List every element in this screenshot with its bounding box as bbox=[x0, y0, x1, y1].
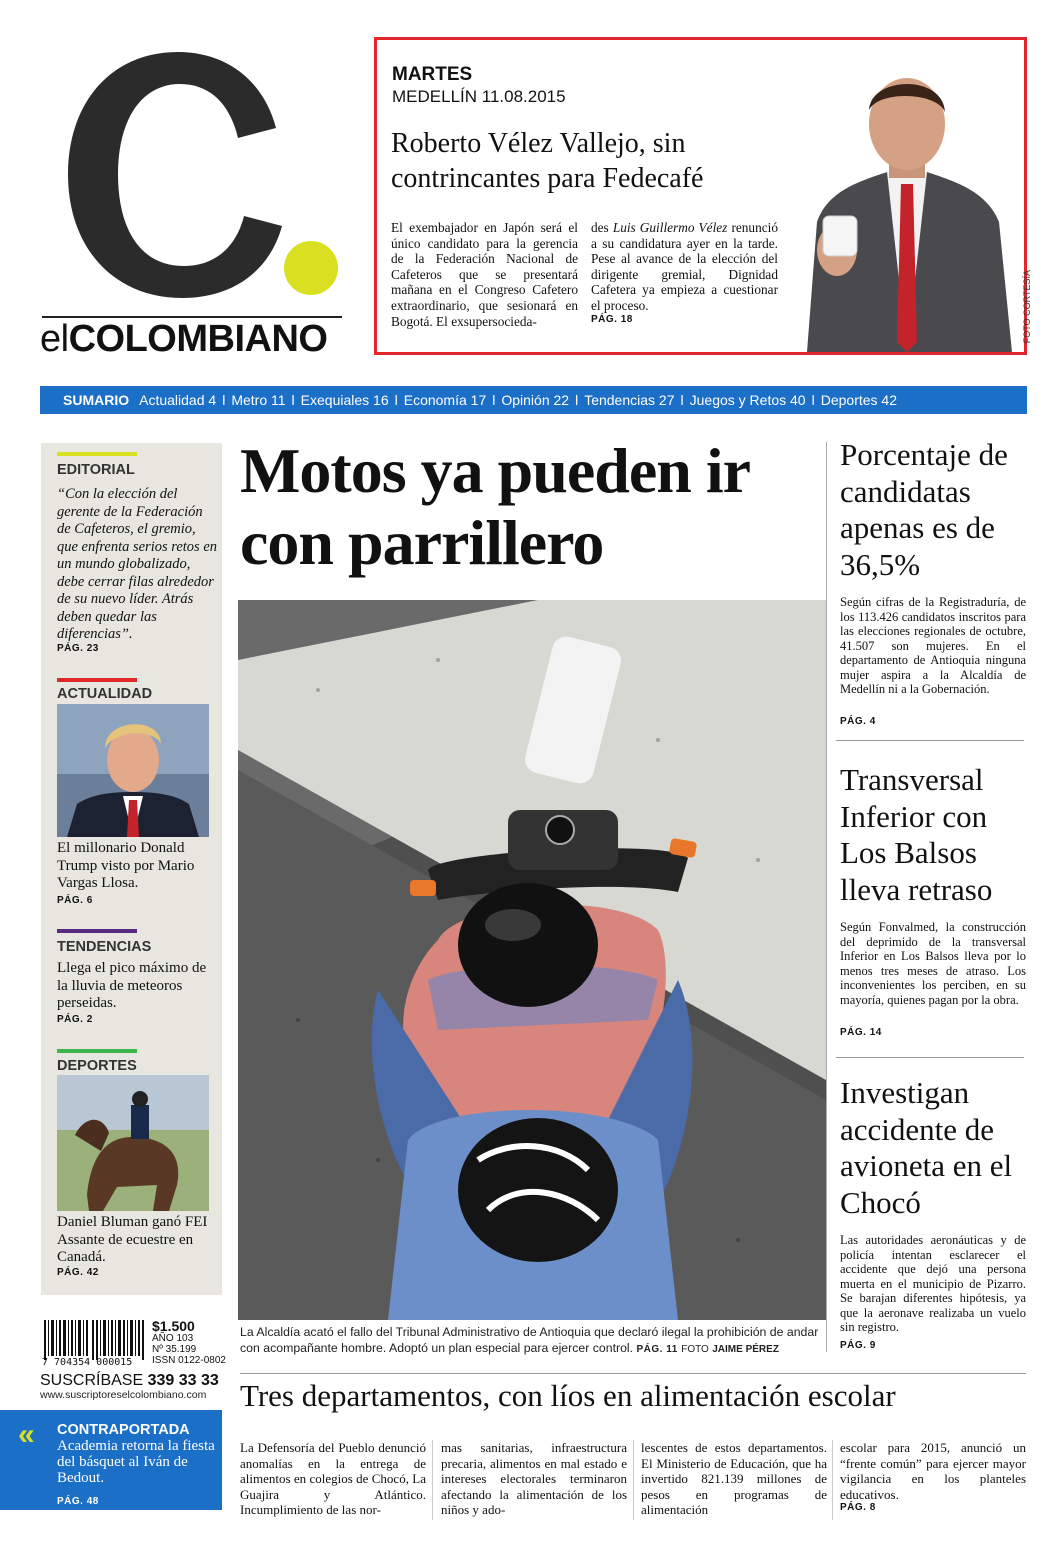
main-headline[interactable]: Motos ya pueden ir con parrillero bbox=[240, 435, 749, 578]
tendencias-title: TENDENCIAS bbox=[57, 939, 152, 955]
column-divider bbox=[832, 1440, 833, 1520]
column-divider bbox=[432, 1440, 433, 1520]
caption-credit-label: FOTO bbox=[681, 1344, 709, 1355]
sumario-separator: l bbox=[492, 392, 496, 408]
sumario-separator: l bbox=[575, 392, 579, 408]
right-rule bbox=[836, 1057, 1024, 1058]
barcode bbox=[42, 1320, 147, 1360]
masthead-prefix: el bbox=[40, 318, 69, 360]
sumario-item[interactable]: Economía 17 bbox=[403, 392, 487, 408]
logo-dot bbox=[284, 241, 338, 295]
caption-credit-name: JAIME PÉREZ bbox=[712, 1344, 779, 1355]
masthead-main: COLOMBIANO bbox=[68, 318, 328, 360]
right-story-3-text: Las autoridades aeronáuticas y de policía intentan esclarecer el accidente que dejó una persona muerta en el municipio de Pizarro. Se barajan diferentes hipótesis, ya que la aeronave realizaba un vuelo sin registro. bbox=[840, 1233, 1026, 1334]
top-story-box[interactable] bbox=[374, 37, 1027, 355]
tendencias-text[interactable]: Llega el pico máximo de la lluvia de meteoros perseidas. bbox=[57, 960, 207, 1011]
subscribe-label: SUSCRÍBASE bbox=[40, 1372, 144, 1389]
caption-page[interactable]: PÁG. 11 bbox=[636, 1344, 678, 1355]
deportes-text[interactable]: Daniel Bluman ganó FEI Assante de ecuestre en Canadá. bbox=[57, 1214, 208, 1265]
left-sidebar bbox=[41, 443, 222, 1295]
sumario-separator: l bbox=[222, 392, 226, 408]
issue-number: Nº 35.199 bbox=[152, 1344, 197, 1355]
right-story-3-headline[interactable]: Investigan accidente de avioneta en el Chocó bbox=[840, 1075, 1013, 1220]
photo-credit: FOTO CORTESÍA bbox=[1022, 270, 1032, 344]
deportes-page[interactable]: PÁG. 42 bbox=[57, 1267, 99, 1278]
actualidad-page[interactable]: PÁG. 6 bbox=[57, 895, 93, 906]
column-divider bbox=[633, 1440, 634, 1520]
sumario-separator: l bbox=[680, 392, 684, 408]
sumario-item[interactable]: Exequiales 16 bbox=[300, 392, 389, 408]
editorial-title: EDITORIAL bbox=[57, 462, 135, 478]
right-column-divider bbox=[826, 442, 827, 1352]
sumario-separator: l bbox=[291, 392, 295, 408]
sumario-item[interactable]: Metro 11 bbox=[231, 392, 286, 408]
top-story-page[interactable]: PÁG. 18 bbox=[591, 314, 633, 325]
deportes-bar bbox=[57, 1049, 137, 1053]
bottom-col-4: escolar para 2015, anunció un “frente común” para ejercer mayor vigilancia en los planteles educativos. bbox=[840, 1440, 1026, 1502]
main-caption bbox=[240, 1324, 826, 1358]
masthead-title[interactable] bbox=[40, 318, 327, 361]
actualidad-bar bbox=[57, 678, 137, 682]
issue-meta bbox=[152, 1333, 226, 1366]
issue-year: AÑO 103 bbox=[152, 1333, 194, 1344]
sumario-separator: l bbox=[394, 392, 398, 408]
sumario-item[interactable]: Opinión 22 bbox=[501, 392, 570, 408]
actualidad-photo[interactable] bbox=[57, 704, 209, 837]
right-story-1-headline[interactable]: Porcentaje de candidatas apenas es de 36,5% bbox=[840, 437, 1008, 582]
sumario-separator: l bbox=[811, 392, 815, 408]
right-story-2-text: Según Fonvalmed, la construcción del deprimido de la transversal Inferior en Los Balsos lleva por lo menos tres meses de atraso. Los inconvenientes los perciben, en su mayoría, quienes pagan por la obra. bbox=[840, 920, 1026, 1007]
right-story-3-page[interactable]: PÁG. 9 bbox=[840, 1340, 876, 1351]
price: $1.500 bbox=[152, 1318, 195, 1334]
top-story-col1: El exembajador en Japón será el único candidato para la gerencia de la Federación Nacional de Cafeteros que se presentará mañana en el Congreso Cafetero extraordinario, que sesionará en Bogotá. El exsupersocieda- bbox=[391, 220, 578, 329]
contraportada-page[interactable]: PÁG. 48 bbox=[57, 1496, 99, 1507]
sumario-item[interactable]: Tendencias 27 bbox=[584, 392, 675, 408]
right-rule bbox=[836, 740, 1024, 741]
top-story-photo bbox=[787, 52, 1025, 352]
editorial-bar bbox=[57, 452, 137, 456]
deportes-title: DEPORTES bbox=[57, 1058, 137, 1074]
subscribe-url[interactable]: www.suscriptoreselcolombiano.com bbox=[40, 1389, 207, 1401]
bottom-page[interactable]: PÁG. 8 bbox=[840, 1502, 876, 1513]
bottom-rule bbox=[240, 1373, 1026, 1374]
actualidad-text[interactable]: El millonario Donald Trump visto por Mario Vargas Llosa. bbox=[57, 840, 195, 891]
quote-icon: « bbox=[18, 1418, 35, 1451]
col2-post: renunció a su candidatura ayer en la tarde. Pese al avance de la elección del dirigente gremial, Dignidad Cafetera ya empieza a cuestionar el proceso. bbox=[591, 220, 778, 313]
top-story-col2 bbox=[591, 220, 778, 314]
right-story-1-page[interactable]: PÁG. 4 bbox=[840, 716, 876, 727]
top-story-headline[interactable]: Roberto Vélez Vallejo, sin contrincantes para Fedecafé bbox=[391, 128, 704, 194]
subscribe-line[interactable] bbox=[40, 1372, 219, 1390]
issue-day: MARTES bbox=[392, 64, 473, 85]
col2-name: Luis Guillermo Vélez bbox=[612, 220, 728, 235]
bottom-col-2: mas sanitarias, infraestructura precaria, alimentos en mal estado e intereses electorales terminaron afectando la alimentación de los niños y ado- bbox=[441, 1440, 627, 1517]
tendencias-page[interactable]: PÁG. 2 bbox=[57, 1014, 93, 1025]
contraportada-box[interactable] bbox=[0, 1410, 222, 1510]
col2-pre: des bbox=[591, 220, 613, 235]
bottom-headline[interactable]: Tres departamentos, con líos en alimentación escolar bbox=[240, 1378, 896, 1413]
bottom-col-3: lescentes de estos departamentos. El Ministerio de Educación, que ha invertido 821.139 millones de pesos en programas de alimentación bbox=[641, 1440, 827, 1517]
main-photo[interactable] bbox=[238, 600, 826, 1320]
editorial-page[interactable]: PÁG. 23 bbox=[57, 643, 99, 654]
barcode-number: 7 704354 000015 bbox=[42, 1357, 133, 1368]
sumario-item[interactable]: Actualidad 4 bbox=[139, 392, 217, 408]
editorial-text[interactable]: “Con la elección del gerente de la Federación de Cafeteros, el gremio, que enfrenta serios retos en un mundo globalizado, debe cerrar filas alrededor de su nuevo líder. Atrás deben quedar las diferencias”. bbox=[57, 486, 218, 642]
caption-text: La Alcaldía acató el fallo del Tribunal Administrativo de Antioquia que declaró ilegal la prohibición de andar con acompañante hombre. Adoptó un plan especial para ejercer control. bbox=[240, 1325, 819, 1355]
logo-c-letter bbox=[38, 30, 308, 300]
issue-date: MEDELLÍN 11.08.2015 bbox=[392, 87, 566, 106]
actualidad-title: ACTUALIDAD bbox=[57, 686, 153, 702]
issn: ISSN 0122-0802 bbox=[152, 1355, 226, 1366]
sumario-item[interactable]: Juegos y Retos 40 bbox=[689, 392, 806, 408]
sumario-label: SUMARIO bbox=[63, 392, 130, 408]
right-story-2-page[interactable]: PÁG. 14 bbox=[840, 1027, 882, 1038]
deportes-photo[interactable] bbox=[57, 1075, 209, 1211]
sumario-bar bbox=[40, 386, 1027, 414]
sumario-item[interactable]: Deportes 42 bbox=[820, 392, 897, 408]
bottom-col-1: La Defensoría del Pueblo denunció anomalías en la entrega de alimentos en colegios de Chocó, La Guajira y Atlántico. Incumplimiento de las nor- bbox=[240, 1440, 426, 1517]
contraportada-title: CONTRAPORTADA bbox=[57, 1422, 190, 1438]
tendencias-bar bbox=[57, 929, 137, 933]
contraportada-text[interactable]: Academia retorna la fiesta del básquet al Iván de Bedout. bbox=[57, 1438, 215, 1486]
right-story-2-headline[interactable]: Transversal Inferior con Los Balsos lleva retraso bbox=[840, 762, 993, 907]
subscribe-phone[interactable]: 339 33 33 bbox=[147, 1372, 219, 1389]
right-story-1-text: Según cifras de la Registraduría, de los 113.426 candidatos inscritos para las elecciones regionales de octubre, 41.507 son mujeres. En el departamento de Antioquia ninguna mujer aspira a la Alcaldía de Medellín ni a la Gobernación. bbox=[840, 595, 1026, 696]
